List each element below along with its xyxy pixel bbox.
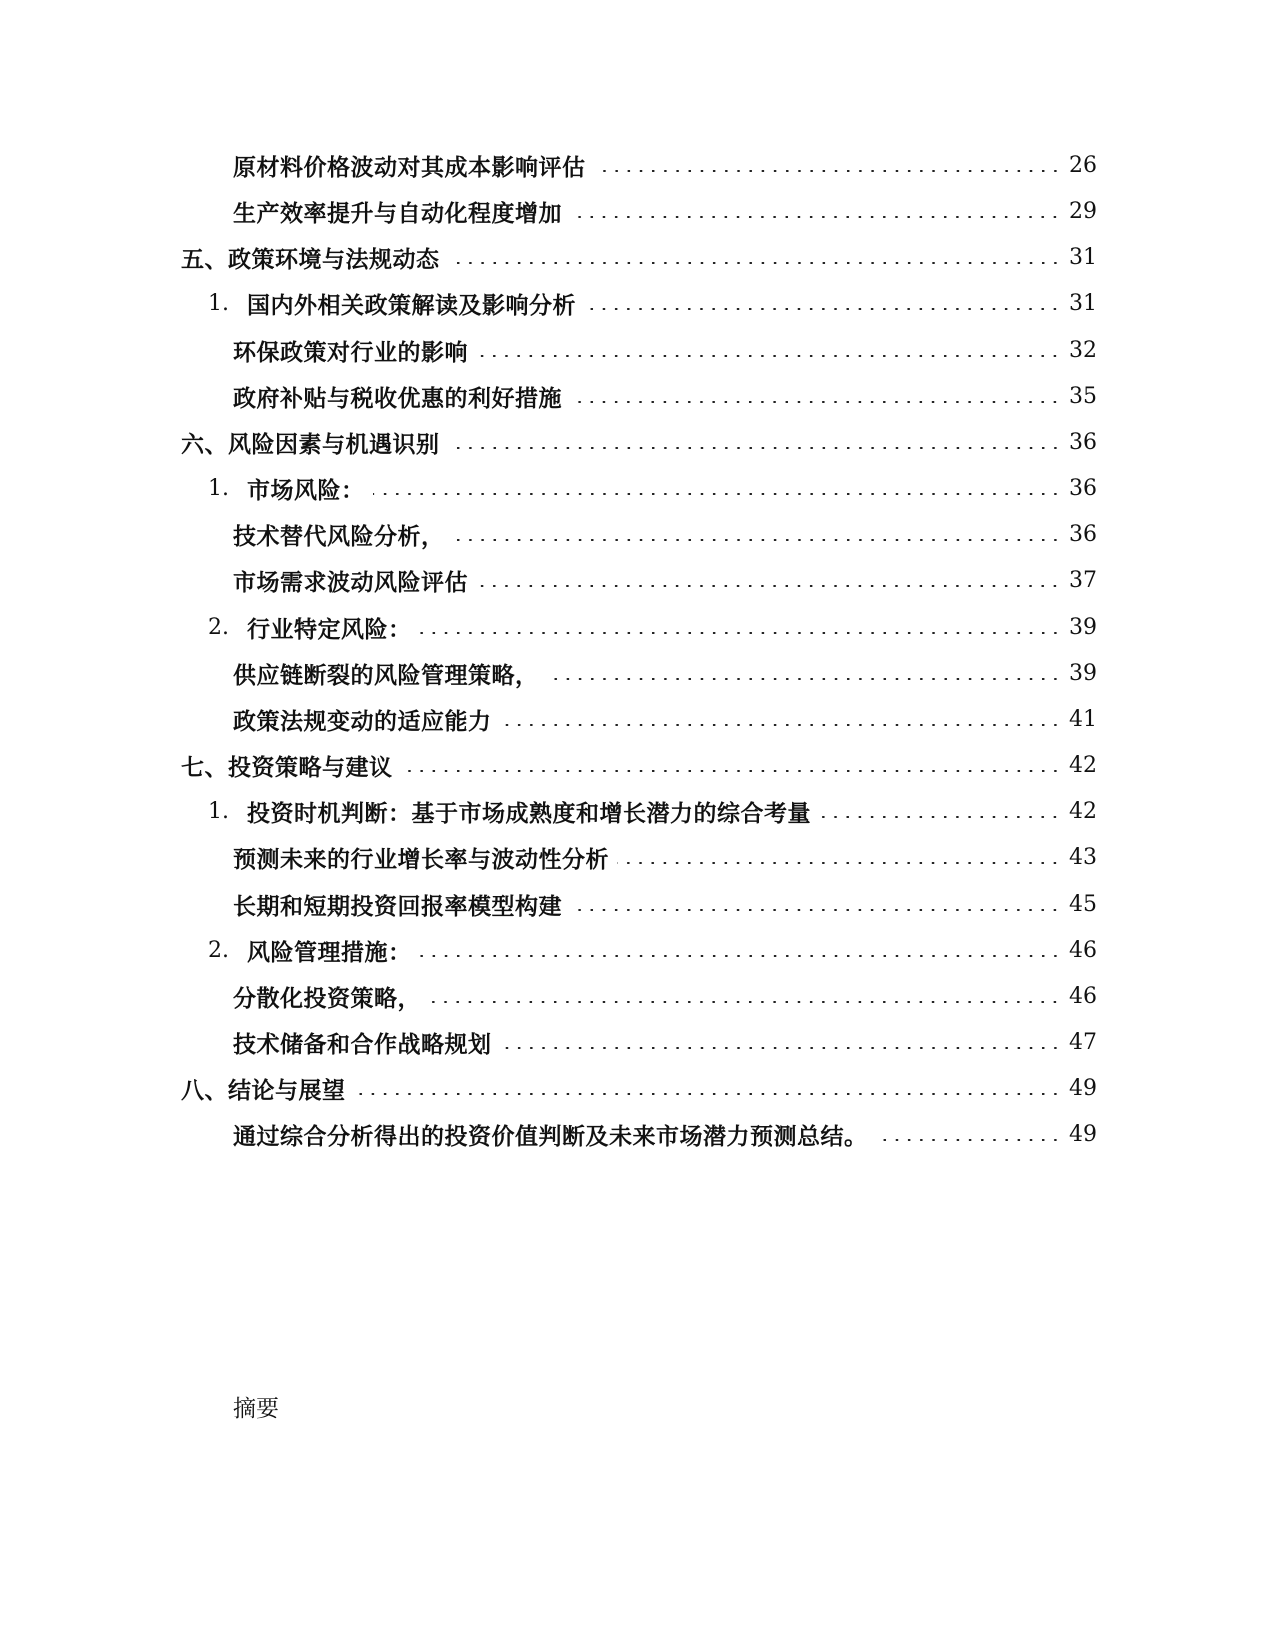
toc-dot-leader [617,862,1061,864]
toc-entry-page: 46 [1069,983,1097,1009]
toc-entry-page: 45 [1069,891,1097,917]
toc-entry-label: 长期和短期投资回报率模型构建 [233,892,562,920]
toc-entry-page: 37 [1069,567,1097,593]
toc-entry-page: 49 [1069,1075,1097,1101]
toc-entry-label: 市场风险： [247,476,365,504]
toc-entry-number: 1. [208,798,229,824]
toc-entry-label: 生产效率提升与自动化程度增加 [233,199,562,227]
toc-entry-label: 分散化投资策略， [233,984,421,1012]
toc-entry-label: 政府补贴与税收优惠的利好措施 [233,384,562,412]
toc-entry-page: 29 [1069,198,1097,224]
toc-dot-leader [420,632,1062,634]
toc-entry-page: 32 [1069,337,1097,363]
toc-dot-leader [819,816,1061,818]
toc-entry-label: 八、结论与展望 [181,1076,346,1104]
abstract-heading: 摘要 [233,1396,279,1422]
toc-entry[interactable] [0,514,1275,554]
toc-entry-page: 46 [1069,937,1097,963]
toc-entry-label: 行业特定风险： [247,615,412,643]
toc-entry-number: 2. [208,614,229,640]
toc-entry[interactable] [0,1068,1275,1108]
toc-entry-label: 六、风险因素与机遇识别 [181,430,440,458]
toc-entry[interactable] [0,745,1275,785]
toc-dot-leader [876,1139,1062,1141]
toc-entry[interactable] [0,699,1275,739]
toc-entry[interactable] [0,1114,1275,1154]
toc-entry-page: 49 [1069,1121,1097,1147]
toc-entry-label: 通过综合分析得出的投资价值判断及未来市场潜力预测总结。 [233,1122,868,1150]
toc-dot-leader [570,909,1061,911]
toc-entry[interactable] [0,191,1275,231]
toc-entry[interactable] [0,791,1275,831]
toc-entry[interactable] [0,653,1275,693]
toc-entry-label: 供应链断裂的风险管理策略， [233,661,539,689]
toc-dot-leader [500,724,1062,726]
toc-entry-page: 35 [1069,383,1097,409]
toc-entry-label: 原材料价格波动对其成本影响评估 [233,153,586,181]
toc-dot-leader [594,170,1062,172]
toc-dot-leader [570,216,1061,218]
toc-entry-label: 投资时机判断：基于市场成熟度和增长潜力的综合考量 [247,799,811,827]
toc-entry-label: 技术储备和合作战略规划 [233,1030,492,1058]
toc-entry[interactable] [0,145,1275,185]
toc-entry-number: 1. [208,290,229,316]
toc-entry-label: 预测未来的行业增长率与波动性分析 [233,845,609,873]
toc-entry-label: 市场需求波动风险评估 [233,568,468,596]
toc-entry-label: 五、政策环境与法规动态 [181,245,440,273]
toc-entry-label: 国内外相关政策解读及影响分析 [247,291,576,319]
toc-dot-leader [401,770,1062,772]
toc-entry-page: 39 [1069,660,1097,686]
toc-dot-leader [420,955,1062,957]
toc-entry[interactable] [0,330,1275,370]
toc-entry-page: 31 [1069,290,1097,316]
toc-entry[interactable] [0,422,1275,462]
toc-entry-label: 技术替代风险分析， [233,522,445,550]
toc-entry-page: 39 [1069,614,1097,640]
toc-dot-leader [476,585,1061,587]
toc-dot-leader [429,1001,1061,1003]
toc-entry[interactable] [0,283,1275,323]
toc-entry-page: 36 [1069,429,1097,455]
toc-entry[interactable] [0,560,1275,600]
toc-entry[interactable] [0,1022,1275,1062]
toc-entry-page: 41 [1069,706,1097,732]
toc-entry-label: 环保政策对行业的影响 [233,338,468,366]
toc-entry-label: 七、投资策略与建议 [181,753,393,781]
toc-dot-leader [448,447,1062,449]
toc-dot-leader [354,1093,1062,1095]
toc-entry[interactable] [0,837,1275,877]
toc-entry-label: 风险管理措施： [247,938,412,966]
toc-entry-page: 36 [1069,475,1097,501]
toc-entry[interactable] [0,976,1275,1016]
toc-entry[interactable] [0,376,1275,416]
toc-entry-number: 1. [208,475,229,501]
toc-dot-leader [500,1047,1062,1049]
toc-dot-leader [476,355,1061,357]
toc-entry-label: 政策法规变动的适应能力 [233,707,492,735]
toc-entry-page: 31 [1069,244,1097,270]
toc-dot-leader [373,493,1062,495]
toc-entry[interactable] [0,237,1275,277]
toc-entry[interactable] [0,930,1275,970]
toc-dot-leader [448,262,1062,264]
toc-entry[interactable] [0,884,1275,924]
toc-entry-page: 42 [1069,798,1097,824]
toc-entry-page: 36 [1069,521,1097,547]
toc-entry-page: 26 [1069,152,1097,178]
toc-entry-page: 43 [1069,844,1097,870]
toc-entry-page: 42 [1069,752,1097,778]
toc-entry-page: 47 [1069,1029,1097,1055]
toc-entry[interactable] [0,468,1275,508]
toc-dot-leader [570,401,1061,403]
toc-dot-leader [547,678,1062,680]
toc-dot-leader [453,539,1062,541]
toc-entry[interactable] [0,607,1275,647]
toc-dot-leader [584,308,1061,310]
toc-entry-number: 2. [208,937,229,963]
